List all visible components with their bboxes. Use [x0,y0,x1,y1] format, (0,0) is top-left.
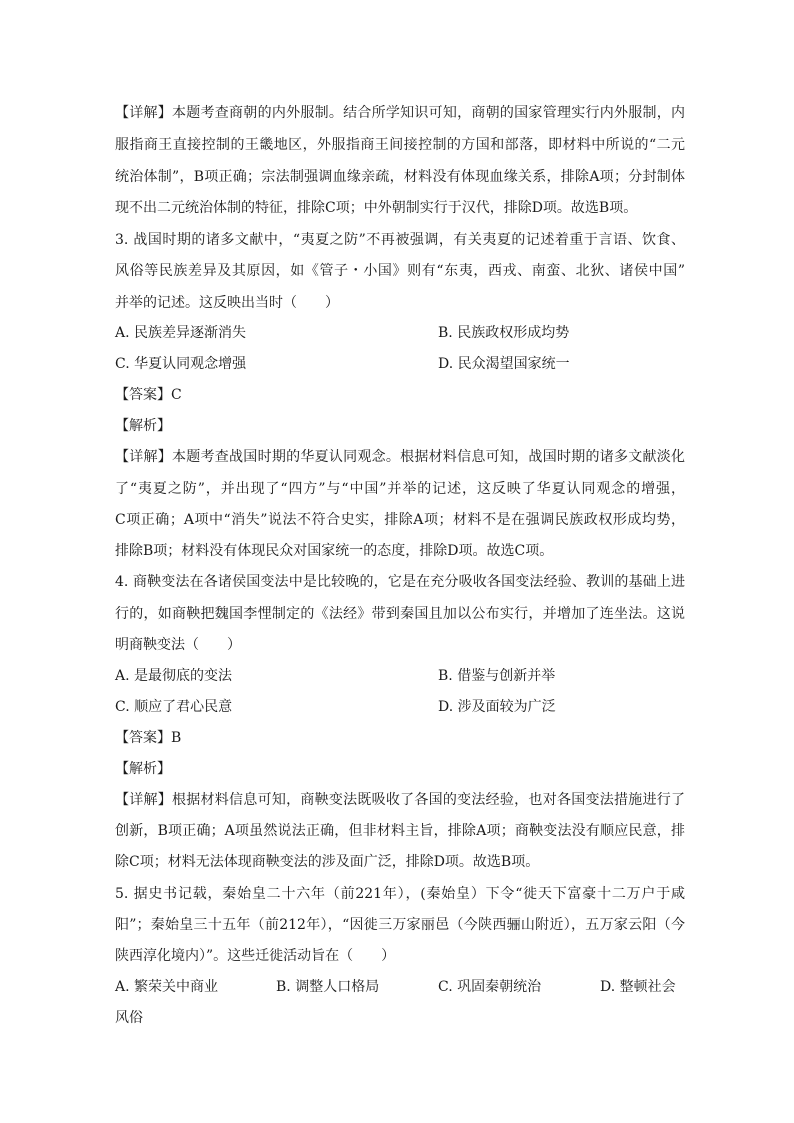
q5-option-b: B. 调整人口格局 [276,979,380,995]
q4-answer: 【答案】B [115,730,182,746]
q4-explain-line-2: 创新，B项正确；A项虽然说法正确，但非材料主旨，排除A项；商鞅变法没有顺应民意，排 [115,823,685,839]
q5-option-c: C. 巩固秦朝统治 [438,979,542,995]
q4-stem-line-1: 4. 商鞅变法在各诸侯国变法中是比较晚的，它是在充分吸收各国变法经验、教训的基础上进 [115,574,685,590]
q2-explain-line-3: 统治体制”，B项正确；宗法制强调血缘亲疏，材料没有体现血缘关系，排除A项；分封制体 [115,169,685,185]
q3-option-d: D. 民众渴望国家统一 [438,356,570,372]
q4-option-c: C. 顺应了君心民意 [115,699,233,715]
q3-stem-line-2: 风俗等民族差异及其原因，如《管子・小国》则有“东夷，西戎、南蛮、北狄、诸侯中国” [115,263,685,279]
q3-explain-line-1: 【详解】本题考查战国时期的华夏认同观念。根据材料信息可知，战国时期的诸多文献淡化 [115,449,685,465]
q4-explain-line-1: 【详解】根据材料信息可知，商鞅变法既吸收了各国的变法经验，也对各国变法措施进行了 [115,792,685,808]
q4-explain-line-3: 除C项；材料无法体现商鞅变法的涉及面广泛，排除D项。故选B项。 [115,854,540,870]
q5-option-d: D. 整顿社会 [600,979,676,995]
q4-analysis-label: 【解析】 [115,761,171,777]
q3-explain-line-4: 排除B项；材料没有体现民众对国家统一的态度，排除D项。故选C项。 [115,543,554,559]
q3-option-a: A. 民族差异逐渐消失 [115,325,247,341]
q3-explain-line-3: C项正确；A项中“消失”说法不符合史实，排除A项；材料不是在强调民族政权形成均势， [115,512,685,528]
q3-option-c: C. 华夏认同观念增强 [115,356,247,372]
q2-explain-line-2: 服指商王直接控制的王畿地区，外服指商王间接控制的方国和部落，即材料中所说的“二元 [115,137,685,153]
q5-stem-line-3: 陕西淳化境内）”。这些迁徙活动旨在（ ） [115,948,396,964]
q3-option-b: B. 民族政权形成均势 [438,325,570,341]
q5-option-d-wrap: 风俗 [115,1010,143,1026]
q3-answer: 【答案】C [115,387,182,403]
q4-option-b: B. 借鉴与创新并举 [438,668,556,684]
q5-option-a: A. 繁荣关中商业 [115,979,219,995]
q3-stem-line-1: 3. 战国时期的诸多文献中，“夷夏之防”不再被强调，有关夷夏的记述着重于言语、饮食、 [115,232,685,248]
q3-analysis-label: 【解析】 [115,418,171,434]
q2-explain-line-1: 【详解】本题考查商朝的内外服制。结合所学知识可知，商朝的国家管理实行内外服制，内 [115,105,685,121]
q3-stem-line-3: 并举的记述。这反映出当时（ ） [115,295,339,311]
q5-stem-line-1: 5. 据史书记载，秦始皇二十六年（前221年），(秦始皇）下令“徙天下富豪十二万户于咸 [115,886,685,902]
q5-stem-line-2: 阳”；秦始皇三十五年（前212年），“因徙三万家丽邑（今陕西骊山附近），五万家云阳（今 [115,917,685,933]
q2-explain-line-4: 现不出二元统治体制的特征，排除C项；中外朝制实行于汉代，排除D项。故选B项。 [115,200,638,216]
q4-option-a: A. 是最彻底的变法 [115,668,233,684]
q3-explain-line-2: 了“夷夏之防”，并出现了“四方”与“中国”并举的记述，这反映了华夏认同观念的增强， [115,481,685,497]
q4-option-d: D. 涉及面较为广泛 [438,699,556,715]
q4-stem-line-2: 行的，如商鞅把魏国李悝制定的《法经》带到秦国且加以公布实行，并增加了连坐法。这说 [115,606,685,622]
q4-stem-line-3: 明商鞅变法（ ） [115,637,241,653]
